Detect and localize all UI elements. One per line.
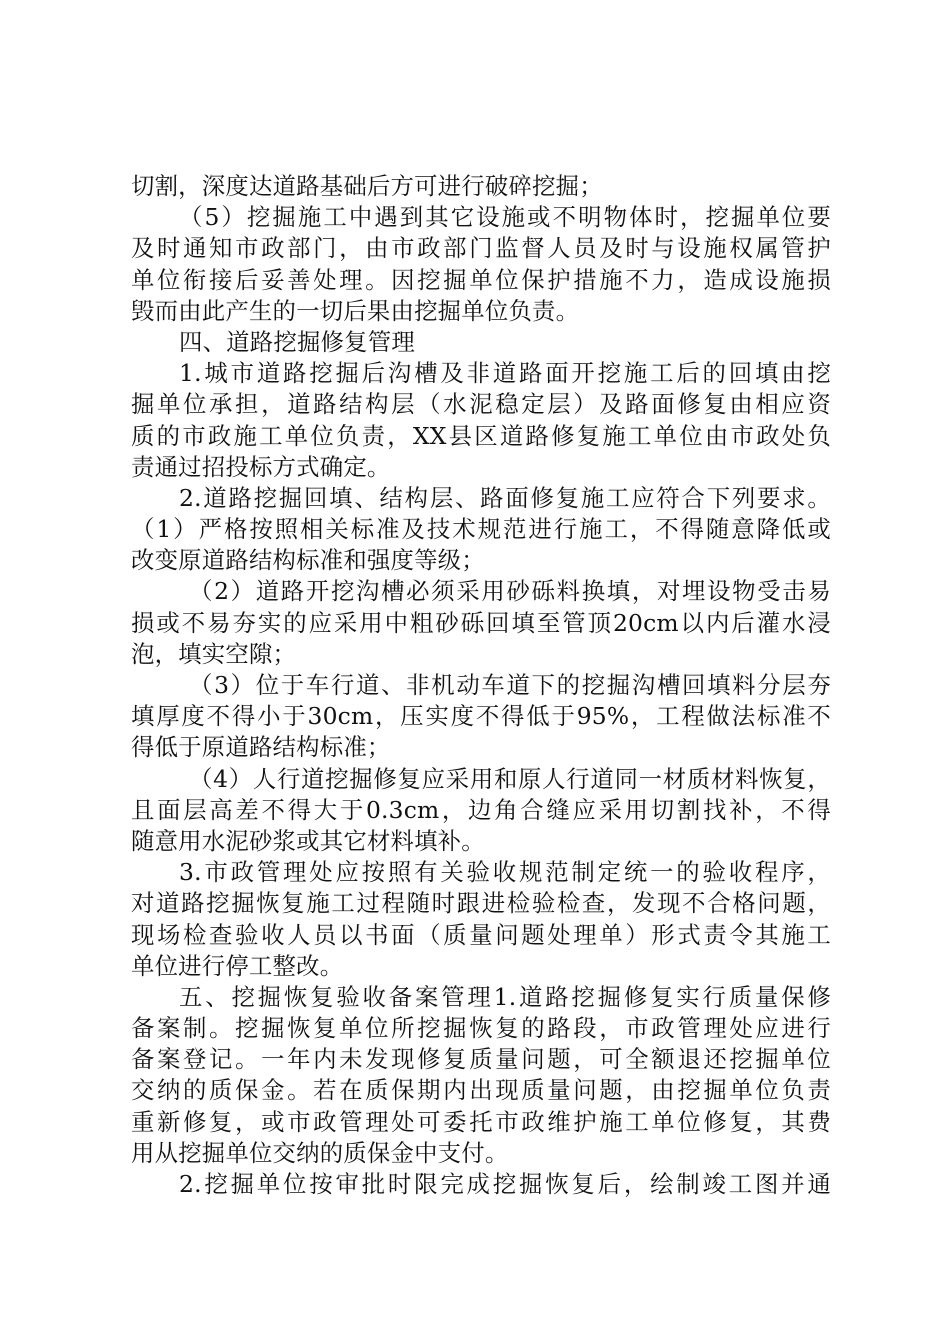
paragraph-line: （4）人行道挖掘修复应采用和原人行道同一材质材料恢复， <box>189 764 831 793</box>
paragraph-line: 毁而由此产生的一切后果由挖掘单位负责。 <box>131 296 580 325</box>
paragraph-line: 损或不易夯实的应采用中粗砂砾回填至管顶20cm以内后灌水浸 <box>131 608 831 637</box>
paragraph-line: 1.城市道路挖掘后沟槽及非道路面开挖施工后的回填由挖 <box>179 359 831 388</box>
paragraph-line: 及时通知市政部门，由市政部门监督人员及时与设施权属管护 <box>131 234 831 263</box>
paragraph-line: 备案登记。一年内未发现修复质量问题，可全额退还挖掘单位 <box>131 1045 831 1074</box>
paragraph-line: 现场检查验收人员以书面（质量问题处理单）形式责令其施工 <box>131 920 831 949</box>
paragraph-line: （3）位于车行道、非机动车道下的挖掘沟槽回填料分层夯 <box>189 671 831 699</box>
paragraph-line: 对道路挖掘恢复施工过程随时跟进检验检查，发现不合格问题， <box>131 889 831 918</box>
paragraph-line: （5）挖掘施工中遇到其它设施或不明物体时，挖掘单位要 <box>179 203 831 232</box>
paragraph-line: 质的市政施工单位负责，XX县区道路修复施工单位由市政处负 <box>131 421 831 450</box>
paragraph-line: 五、挖掘恢复验收备案管理1.道路挖掘修复实行质量保修 <box>179 982 831 1011</box>
paragraph-line: 且面层高差不得大于0.3cm，边角合缝应采用切割找补，不得 <box>131 795 831 824</box>
paragraph-line: 切割，深度达道路基础后方可进行破碎挖掘； <box>131 172 603 200</box>
paragraph-line: 改变原道路结构标准和强度等级； <box>131 546 485 575</box>
paragraph-line: （2）道路开挖沟槽必须采用砂砾料换填，对埋设物受击易 <box>189 577 831 606</box>
paragraph-line: 2.挖掘单位按审批时限完成挖掘恢复后，绘制竣工图并通 <box>179 1170 831 1198</box>
paragraph-line: 用从挖掘单位交纳的质保金中支付。 <box>131 1138 509 1167</box>
paragraph-line: 单位衔接后妥善处理。因挖掘单位保护措施不力，造成设施损 <box>131 265 831 294</box>
paragraph-line: 单位进行停工整改。 <box>131 951 344 980</box>
paragraph-line: 填厚度不得小于30cm，压实度不得低于95%，工程做法标准不 <box>131 702 831 731</box>
paragraph-line: （1）严格按照相关标准及技术规范进行施工，不得随意降低或 <box>131 515 831 544</box>
paragraph-line: 2.道路挖掘回填、结构层、路面修复施工应符合下列要求。 <box>179 483 831 512</box>
paragraph-line: 重新修复，或市政管理处可委托市政维护施工单位修复，其费 <box>131 1107 831 1136</box>
paragraph-line: 掘单位承担，道路结构层（水泥稳定层）及路面修复由相应资 <box>131 390 831 419</box>
section-heading: 四、道路挖掘修复管理 <box>179 327 415 356</box>
paragraph-line: 责通过招投标方式确定。 <box>131 452 391 481</box>
paragraph-line: 得低于原道路结构标准； <box>131 733 391 762</box>
paragraph-line: 交纳的质保金。若在质保期内出现质量问题，由挖掘单位负责 <box>131 1076 831 1105</box>
paragraph-line: 随意用水泥砂浆或其它材料填补。 <box>131 826 485 855</box>
paragraph-line: 泡，填实空隙； <box>131 639 297 668</box>
paragraph-line: 3.市政管理处应按照有关验收规范制定统一的验收程序， <box>179 858 831 887</box>
paragraph-line: 备案制。挖掘恢复单位所挖掘恢复的路段，市政管理处应进行 <box>131 1014 831 1043</box>
document-body <box>131 171 831 1200</box>
